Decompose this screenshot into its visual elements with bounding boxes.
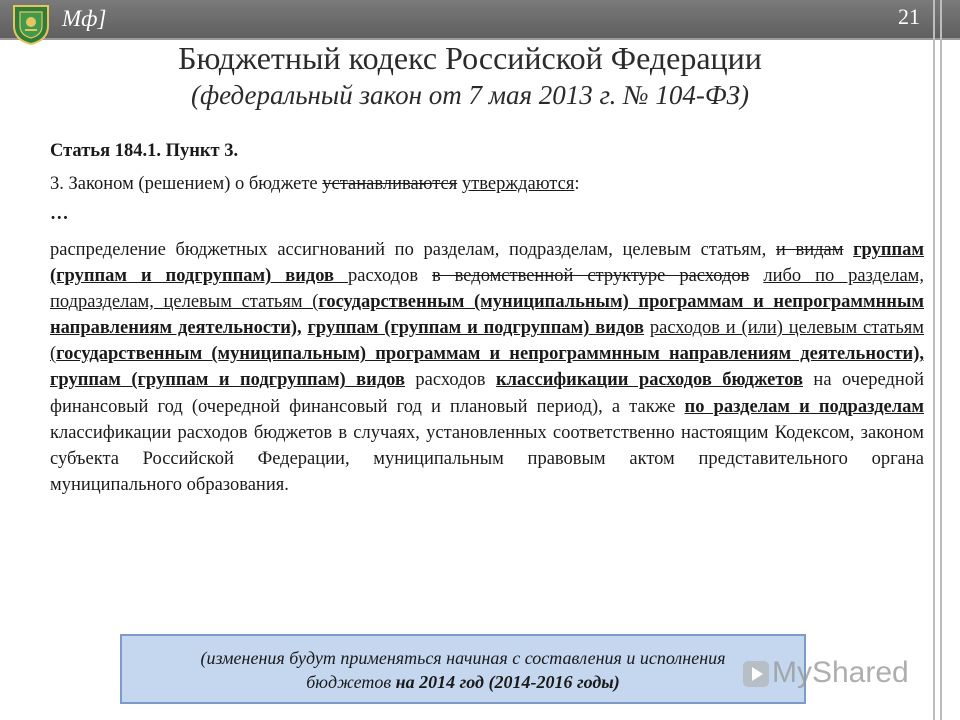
intro-struck-word: устанавливаются bbox=[322, 174, 458, 194]
body-seg-19-inserted: по разделам и подразделам bbox=[684, 396, 924, 417]
watermark-play-icon bbox=[742, 660, 770, 688]
note-line-1: (изменения будут применяться начиная с составления и исполнения bbox=[200, 648, 726, 668]
body-seg-13-inserted: государственным (муниципальным) программам и непрограммнным направлениям деятельности), bbox=[56, 344, 924, 365]
article-intro bbox=[50, 171, 924, 197]
body-seg-2 bbox=[843, 240, 853, 260]
brand-mark: Мф] bbox=[62, 6, 107, 31]
body-seg-3-inserted: группам (группам и подгруппам) видов bbox=[50, 240, 925, 287]
body-seg-8-inserted: государственным (муниципальным) программам и непрограммнным направлениям деятельности), bbox=[50, 292, 924, 339]
intro-inserted-word: утверждаются bbox=[461, 174, 575, 194]
intro-text: 3. Законом (решением) о бюджете bbox=[50, 174, 323, 194]
body-seg-4: расходов bbox=[347, 266, 433, 287]
slide-subtitle: (федеральный закон от 7 мая 2013 г. № 104-ФЗ) bbox=[191, 80, 749, 110]
note-text bbox=[130, 646, 796, 694]
body-seg-10-inserted: группам (группам и подгруппам) видов bbox=[307, 318, 645, 339]
body-seg-5-struck: в ведомственной структуре расходов bbox=[432, 266, 750, 287]
body-seg-17-inserted: классификации расходов бюджетов bbox=[496, 370, 803, 391]
body-seg-16: расходов bbox=[404, 370, 496, 391]
body-seg-6 bbox=[749, 266, 763, 286]
article-body bbox=[50, 237, 924, 498]
intro-colon: : bbox=[574, 174, 580, 194]
slide-title: Бюджетный кодекс Российской Федерации bbox=[178, 40, 762, 76]
body-seg-18: на очередной финансовый год (очередной финансовый год и плановый период), а также bbox=[50, 370, 924, 417]
watermark-text: MyShared bbox=[772, 656, 909, 689]
top-bar bbox=[0, 0, 960, 38]
ellipsis: … bbox=[50, 204, 69, 224]
body-seg-15-inserted: группам (группам и подгруппам) видов bbox=[50, 370, 405, 391]
page-number: 21 bbox=[898, 4, 920, 29]
body-seg-0: распределение бюджетных ассигнований по разделам, подразделам, целевым статьям, bbox=[50, 240, 776, 260]
body-seg-12-inserted: расходов и (или) целевым статьям ( bbox=[50, 318, 925, 365]
note-line-2-bold: на 2014 год (2014-2016 годы) bbox=[395, 672, 620, 692]
note-line-2-start: бюджетов bbox=[306, 672, 396, 692]
right-rule-2 bbox=[940, 0, 942, 720]
body-seg-1-struck: и видам bbox=[775, 240, 844, 260]
body-seg-7-inserted: либо по разделам, подразделам, целевым статьям ( bbox=[50, 266, 925, 313]
body-seg-20: классификации расходов бюджетов в случаях, установленных соответственно настоящим Кодексом, законом субъекта Российской Федерации, муниципальным правовым актом представительного органа муниципального образования. bbox=[50, 422, 924, 495]
article-heading: Статья 184.1. Пункт 3. bbox=[50, 141, 239, 161]
